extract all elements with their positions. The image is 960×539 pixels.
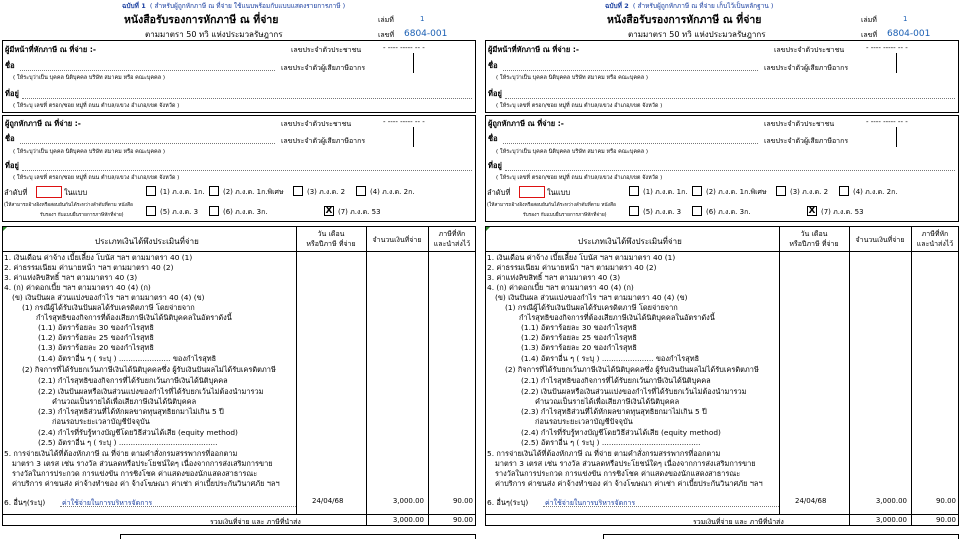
income-type-row: (2) กิจการที่ได้รับยกเว้นภาษีเงินได้นิติบุคคลซึ่ง ผู้รับเงินปันผลไม่ได้รับเครดิตภาษี xyxy=(22,365,276,374)
col-divider-tax xyxy=(428,226,429,526)
payer-name-hint: ( ให้ระบุว่าเป็น บุคคล นิติบุคคล บริษัท สมาคม หรือ คณะบุคคล ) xyxy=(13,75,165,81)
cell-comment-marker xyxy=(486,227,490,231)
col-header-tax-1: ภาษีที่หัก xyxy=(438,230,466,238)
form-option-3: (3) ภ.ง.ด. 2 xyxy=(307,188,346,196)
payer-id-value: - ---- ----- -- - xyxy=(383,44,425,52)
total-label: รวมเงินที่จ่าย และ ภาษีที่นำส่ง xyxy=(693,518,784,526)
col-header-tax-2: และนำส่งไว้ xyxy=(916,240,954,248)
income-type-row: (1.4) อัตราอื่น ๆ ( ระบุ ) ...................... ของกำไรสุทธิ xyxy=(38,354,217,363)
total-amount: 3,000.00 xyxy=(875,516,907,524)
income-type-row: (2.5) อัตราอื่น ๆ ( ระบุ ) .......................................... xyxy=(38,438,218,447)
income-type-row: 6. อื่นๆ(ระบุ) xyxy=(4,498,46,507)
form-checkbox-1[interactable] xyxy=(629,186,639,196)
payer-tax-id-label: เลขประจำตัวผู้เสียภาษีอากร xyxy=(764,64,849,72)
income-type-row: รางวัลในการประกวด การแข่งขัน การชิงโชค ค่าแสดงของนักแสดงสาธารณะ xyxy=(12,469,258,478)
col-header-date-1: วัน เดือน xyxy=(317,230,345,238)
sequence-field[interactable] xyxy=(36,186,62,198)
payee-name-hint: ( ให้ระบุว่าเป็น บุคคล นิติบุคคล บริษัท สมาคม หรือ คณะบุคคล ) xyxy=(13,149,165,155)
payee-name-label: ชื่อ xyxy=(5,134,15,143)
total-divider xyxy=(2,514,476,515)
income-type-row: กำไรสุทธิของกิจการที่ต้องเสียภาษีเงินได้นิติบุคคลในอัตราดังนี้ xyxy=(36,313,232,322)
income-type-row: ก่อนรอบระยะเวลาบัญชีปัจจุบัน xyxy=(535,417,633,426)
income-type-row: 4. (ก) ค่าดอกเบี้ย ฯลฯ ตามมาตรา 40 (4) (ก) xyxy=(487,283,634,292)
payee-address-hint: ( ให้ระบุ เลขที่ ตรอก/ซอย หมู่ที่ ถนน ตำบล/แขวง อำเภอ/เขต จังหวัด ) xyxy=(496,175,663,181)
payer-id-label: เลขประจำตัวประชาชน xyxy=(774,46,845,54)
col-header-type: ประเภทเงินได้พึงประเมินที่จ่าย xyxy=(578,237,682,246)
form-option-5: (5) ภ.ง.ด. 3 xyxy=(160,208,199,216)
income-type-row: (1.1) อัตราร้อยละ 30 ของกำไรสุทธิ xyxy=(521,323,637,332)
income-type-row: มาตรา 3 เตรส เช่น รางวัล ส่วนลดหรือประโยชน์ใดๆ เนื่องจากการส่งเสริมการขาย xyxy=(12,459,273,468)
other-income-amount: 3,000.00 xyxy=(392,497,424,505)
payee-address-line xyxy=(22,170,472,171)
form-checkbox-1[interactable] xyxy=(146,186,156,196)
income-type-row: (ข) เงินปันผล ส่วนแบ่งของกำไร ฯลฯ ตามมาตรา 40 (4) (ข) xyxy=(12,293,205,302)
copy-caption: ฉบับที่ 1 ( สำหรับผู้ถูกหักภาษี ณ ที่จ่าย ใช้แนบพร้อมกับแบบแสดงรายการภาษี ) xyxy=(122,2,346,10)
income-type-row: 1. เงินเดือน ค่าจ้าง เบี้ยเลี้ยง โบนัส ฯลฯ ตามมาตรา 40 (1) xyxy=(4,253,193,262)
income-type-row: 3. ค่าแห่งลิขสิทธิ์ ฯลฯ ตามมาตรา 40 (3) xyxy=(487,273,621,282)
payee-name-line xyxy=(503,143,758,144)
payee-id-label: เลขประจำตัวประชาชน xyxy=(764,120,835,128)
payer-name-label: ชื่อ xyxy=(488,61,498,70)
payee-id-value: - ---- ----- -- - xyxy=(866,118,908,126)
col-header-date-2: หรือปีภาษี ที่จ่าย xyxy=(306,240,356,248)
income-type-row: (2.1) กำไรสุทธิของกิจการที่ได้รับยกเว้นภาษีเงินได้นิติบุคคล xyxy=(521,376,711,385)
payee-address-label: ที่อยู่ xyxy=(488,161,502,170)
income-type-row: กำไรสุทธิของกิจการที่ต้องเสียภาษีเงินได้นิติบุคคลในอัตราดังนี้ xyxy=(519,313,715,322)
form-checkbox-4[interactable] xyxy=(839,186,849,196)
col-divider-date xyxy=(296,226,297,514)
form-option-5: (5) ภ.ง.ด. 3 xyxy=(643,208,682,216)
col-header-tax-1: ภาษีที่หัก xyxy=(921,230,949,238)
income-type-row: (2.1) กำไรสุทธิของกิจการที่ได้รับยกเว้นภาษีเงินได้นิติบุคคล xyxy=(38,376,228,385)
form-option-2: (2) ภ.ง.ด. 1ก.พิเศษ xyxy=(706,188,767,196)
signature-section xyxy=(603,534,959,539)
income-type-row: รางวัลในการประกวด การแข่งขัน การชิงโชค ค่าแสดงของนักแสดงสาธารณะ xyxy=(495,469,741,478)
income-type-row: (2.3) กำไรสุทธิส่วนที่ได้หักผลขาดทุนสุทธิยกมาไม่เกิน 5 ปี xyxy=(38,407,224,416)
document-number: 6804-001 xyxy=(887,29,931,39)
form-option-4: (4) ภ.ง.ด. 2ก. xyxy=(370,188,415,196)
sequence-field[interactable] xyxy=(519,186,545,198)
form-option-6: (6) ภ.ง.ด. 3ก. xyxy=(223,208,268,216)
income-type-row: 1. เงินเดือน ค่าจ้าง เบี้ยเลี้ยง โบนัส ฯลฯ ตามมาตรา 40 (1) xyxy=(487,253,676,262)
payee-name-line xyxy=(20,143,275,144)
payee-address-label: ที่อยู่ xyxy=(5,161,19,170)
other-income-tax: 90.00 xyxy=(452,497,473,505)
total-label: รวมเงินที่จ่าย และ ภาษีที่นำส่ง xyxy=(210,518,301,526)
other-income-date: 24/04/68 xyxy=(312,497,344,505)
income-type-row: (2.4) กำไรที่รับรู้ทางบัญชีโดยวิธีส่วนได้เสีย (equity method) xyxy=(38,428,238,437)
income-type-row: 2. ค่าธรรมเนียม ค่านายหน้า ฯลฯ ตามมาตรา 40 (2) xyxy=(487,263,657,272)
col-header-amount: จำนวนเงินที่จ่าย xyxy=(372,236,422,244)
total-divider xyxy=(485,514,959,515)
payer-heading: ผู้มีหน้าที่หักภาษี ณ ที่จ่าย :- xyxy=(5,45,96,54)
income-type-row: (1.2) อัตราร้อยละ 25 ของกำไรสุทธิ xyxy=(38,333,154,342)
document-number-label: เลขที่ xyxy=(378,31,395,39)
other-income-desc: ค่าใช้จ่ายในการบริหารจัดการ xyxy=(62,499,153,507)
document-number-label: เลขที่ xyxy=(861,31,878,39)
payee-id-label: เลขประจำตัวประชาชน xyxy=(281,120,352,128)
total-tax: 90.00 xyxy=(935,516,956,524)
payer-address-line xyxy=(22,98,472,99)
other-income-line xyxy=(60,506,296,507)
income-type-row: (ข) เงินปันผล ส่วนแบ่งของกำไร ฯลฯ ตามมาตรา 40 (4) (ข) xyxy=(495,293,688,302)
payee-id-value: - ---- ----- -- - xyxy=(383,118,425,126)
income-type-row: (2.2) เงินปันผลหรือเงินส่วนแบ่งของกำไรที่ได้รับยกเว้นไม่ต้องนำมารวม xyxy=(38,387,264,396)
form-checkbox-5[interactable] xyxy=(629,206,639,216)
income-type-row: 5. การจ่ายเงินได้ที่ต้องหักภาษี ณ ที่จ่าย ตามคำสั่งกรมสรรพากรที่ออกตาม xyxy=(487,449,721,458)
cell-comment-marker xyxy=(3,227,7,231)
form-checkbox-4[interactable] xyxy=(356,186,366,196)
form-checkbox-7[interactable]: X xyxy=(325,206,333,216)
income-type-row: ก่อนรอบระยะเวลาบัญชีปัจจุบัน xyxy=(52,417,150,426)
income-type-row: คำนวณเป็นรายได้เพื่อเสียภาษีเงินได้นิติบุคคล xyxy=(535,397,680,406)
form-note-1: (ให้สามารถอ้างอิงหรือสอบยันกันได้ระหว่างลำดับที่ตาม หนังสือ xyxy=(487,203,616,208)
col-divider-amount xyxy=(366,226,367,526)
other-income-line xyxy=(543,506,779,507)
payer-name-hint: ( ให้ระบุว่าเป็น บุคคล นิติบุคคล บริษัท สมาคม หรือ คณะบุคคล ) xyxy=(496,75,648,81)
income-type-row: (1.3) อัตราร้อยละ 20 ของกำไรสุทธิ xyxy=(521,343,637,352)
income-type-row: 6. อื่นๆ(ระบุ) xyxy=(487,498,529,507)
form-checkbox-2[interactable] xyxy=(692,186,702,196)
payee-tax-id-label: เลขประจำตัวผู้เสียภาษีอากร xyxy=(764,137,849,145)
form-checkbox-7[interactable]: X xyxy=(808,206,816,216)
book-number: 1 xyxy=(420,15,425,23)
certificate-copy-2 xyxy=(483,0,960,539)
form-option-7: (7) ภ.ง.ด. 53 xyxy=(338,208,381,216)
col-header-date-1: วัน เดือน xyxy=(800,230,828,238)
certificate-copy-1 xyxy=(0,0,478,539)
form-option-1: (1) ภ.ง.ด. 1ก. xyxy=(160,188,205,196)
income-type-row: 4. (ก) ค่าดอกเบี้ย ฯลฯ ตามมาตรา 40 (4) (ก) xyxy=(4,283,151,292)
other-income-date: 24/04/68 xyxy=(795,497,827,505)
copy-caption: ฉบับที่ 2 ( สำหรับผู้ถูกหักภาษี ณ ที่จ่าย เก็บไว้เป็นหลักฐาน ) xyxy=(605,2,774,10)
payee-address-hint: ( ให้ระบุ เลขที่ ตรอก/ซอย หมู่ที่ ถนน ตำบล/แขวง อำเภอ/เขต จังหวัด ) xyxy=(13,175,180,181)
income-type-row: ค่าบริการ ค่าขนส่ง ค่าจ้างทำของ ค่า จ้างโฆษณา ค่าเช่า ค่าเบี้ยประกันวินาศภัย ฯลฯ xyxy=(12,479,280,488)
document-title: หนังสือรับรองการหักภาษี ณ ที่จ่าย xyxy=(124,14,279,26)
in-form-label: ในแบบ xyxy=(64,188,88,197)
book-number: 1 xyxy=(903,15,908,23)
payee-tax-id-label: เลขประจำตัวผู้เสียภาษีอากร xyxy=(281,137,366,145)
form-option-3: (3) ภ.ง.ด. 2 xyxy=(790,188,829,196)
form-note-1: (ให้สามารถอ้างอิงหรือสอบยันกันได้ระหว่างลำดับที่ตาม หนังสือ xyxy=(4,203,133,208)
income-type-row: 5. การจ่ายเงินได้ที่ต้องหักภาษี ณ ที่จ่าย ตามคำสั่งกรมสรรพากรที่ออกตาม xyxy=(4,449,238,458)
document-title: หนังสือรับรองการหักภาษี ณ ที่จ่าย xyxy=(607,14,762,26)
payer-id-value: - ---- ----- -- - xyxy=(866,44,908,52)
total-amount: 3,000.00 xyxy=(392,516,424,524)
income-type-row: (2.5) อัตราอื่น ๆ ( ระบุ ) .......................................... xyxy=(521,438,701,447)
payer-address-line xyxy=(505,98,955,99)
form-checkbox-5[interactable] xyxy=(146,206,156,216)
income-type-row: มาตรา 3 เตรส เช่น รางวัล ส่วนลดหรือประโยชน์ใดๆ เนื่องจากการส่งเสริมการขาย xyxy=(495,459,756,468)
payer-name-label: ชื่อ xyxy=(5,61,15,70)
payer-divider xyxy=(413,53,414,73)
income-type-row: (2.3) กำไรสุทธิส่วนที่ได้หักผลขาดทุนสุทธิยกมาไม่เกิน 5 ปี xyxy=(521,407,707,416)
form-checkbox-6[interactable] xyxy=(209,206,219,216)
payer-name-line xyxy=(503,70,758,71)
payee-address-line xyxy=(505,170,955,171)
income-type-row: (1.2) อัตราร้อยละ 25 ของกำไรสุทธิ xyxy=(521,333,637,342)
sequence-label: ลำดับที่ xyxy=(487,188,511,197)
income-type-row: ค่าบริการ ค่าขนส่ง ค่าจ้างทำของ ค่า จ้างโฆษณา ค่าเช่า ค่าเบี้ยประกันวินาศภัย ฯลฯ xyxy=(495,479,763,488)
form-option-1: (1) ภ.ง.ด. 1ก. xyxy=(643,188,688,196)
other-income-amount: 3,000.00 xyxy=(875,497,907,505)
sequence-label: ลำดับที่ xyxy=(4,188,28,197)
income-type-row: (1) กรณีผู้ได้รับเงินปันผลได้รับเครดิตภาษี โดยจ่ายจาก xyxy=(22,303,195,312)
payer-address-hint: ( ให้ระบุ เลขที่ ตรอก/ซอย หมู่ที่ ถนน ตำบล/แขวง อำเภอ/เขต จังหวัด ) xyxy=(13,103,180,109)
col-header-amount: จำนวนเงินที่จ่าย xyxy=(855,236,905,244)
form-checkbox-3[interactable] xyxy=(776,186,786,196)
form-option-4: (4) ภ.ง.ด. 2ก. xyxy=(853,188,898,196)
other-income-desc: ค่าใช้จ่ายในการบริหารจัดการ xyxy=(545,499,636,507)
income-type-row: (2.4) กำไรที่รับรู้ทางบัญชีโดยวิธีส่วนได้เสีย (equity method) xyxy=(521,428,721,437)
document-number: 6804-001 xyxy=(404,29,448,39)
form-checkbox-2[interactable] xyxy=(209,186,219,196)
col-header-type: ประเภทเงินได้พึงประเมินที่จ่าย xyxy=(95,237,199,246)
payee-divider xyxy=(413,127,414,147)
form-checkbox-3[interactable] xyxy=(293,186,303,196)
document-subtitle: ตามมาตรา 50 ทวิ แห่งประมวลรัษฎากร xyxy=(628,30,766,39)
col-divider-tax xyxy=(911,226,912,526)
form-note-2: รับรองฯ กับแบบยื่นรายการภาษีหักที่จ่าย) xyxy=(40,213,124,218)
col-divider-date xyxy=(779,226,780,514)
payer-tax-id-label: เลขประจำตัวผู้เสียภาษีอากร xyxy=(281,64,366,72)
payee-divider xyxy=(896,127,897,147)
in-form-label: ในแบบ xyxy=(547,188,571,197)
income-type-row: (1) กรณีผู้ได้รับเงินปันผลได้รับเครดิตภาษี โดยจ่ายจาก xyxy=(505,303,678,312)
form-option-2: (2) ภ.ง.ด. 1ก.พิเศษ xyxy=(223,188,284,196)
payer-divider xyxy=(896,53,897,73)
form-note-2: รับรองฯ กับแบบยื่นรายการภาษีหักที่จ่าย) xyxy=(523,213,607,218)
book-number-label: เล่มที่ xyxy=(861,16,877,24)
income-type-row: (2) กิจการที่ได้รับยกเว้นภาษีเงินได้นิติบุคคลซึ่ง ผู้รับเงินปันผลไม่ได้รับเครดิตภาษี xyxy=(505,365,759,374)
payer-address-hint: ( ให้ระบุ เลขที่ ตรอก/ซอย หมู่ที่ ถนน ตำบล/แขวง อำเภอ/เขต จังหวัด ) xyxy=(496,103,663,109)
form-checkbox-6[interactable] xyxy=(692,206,702,216)
signature-section xyxy=(120,534,476,539)
income-type-row: (1.4) อัตราอื่น ๆ ( ระบุ ) ...................... ของกำไรสุทธิ xyxy=(521,354,700,363)
col-divider-amount xyxy=(849,226,850,526)
income-type-row: (2.2) เงินปันผลหรือเงินส่วนแบ่งของกำไรที่ได้รับยกเว้นไม่ต้องนำมารวม xyxy=(521,387,747,396)
col-header-date-2: หรือปีภาษี ที่จ่าย xyxy=(789,240,839,248)
payee-heading: ผู้ถูกหักภาษี ณ ที่จ่าย :- xyxy=(488,119,564,128)
payer-id-label: เลขประจำตัวประชาชน xyxy=(291,46,362,54)
form-option-6: (6) ภ.ง.ด. 3ก. xyxy=(706,208,751,216)
payer-address-label: ที่อยู่ xyxy=(5,89,19,98)
document-subtitle: ตามมาตรา 50 ทวิ แห่งประมวลรัษฎากร xyxy=(145,30,283,39)
total-tax: 90.00 xyxy=(452,516,473,524)
income-type-row: คำนวณเป็นรายได้เพื่อเสียภาษีเงินได้นิติบุคคล xyxy=(52,397,197,406)
income-type-row: 2. ค่าธรรมเนียม ค่านายหน้า ฯลฯ ตามมาตรา 40 (2) xyxy=(4,263,174,272)
payer-heading: ผู้มีหน้าที่หักภาษี ณ ที่จ่าย :- xyxy=(488,45,579,54)
payee-name-hint: ( ให้ระบุว่าเป็น บุคคล นิติบุคคล บริษัท สมาคม หรือ คณะบุคคล ) xyxy=(496,149,648,155)
payee-name-label: ชื่อ xyxy=(488,134,498,143)
income-type-row: (1.3) อัตราร้อยละ 20 ของกำไรสุทธิ xyxy=(38,343,154,352)
other-income-tax: 90.00 xyxy=(935,497,956,505)
col-header-tax-2: และนำส่งไว้ xyxy=(433,240,471,248)
book-number-label: เล่มที่ xyxy=(378,16,394,24)
form-option-7: (7) ภ.ง.ด. 53 xyxy=(821,208,864,216)
payer-name-line xyxy=(20,70,275,71)
income-type-row: 3. ค่าแห่งลิขสิทธิ์ ฯลฯ ตามมาตรา 40 (3) xyxy=(4,273,138,282)
income-type-row: (1.1) อัตราร้อยละ 30 ของกำไรสุทธิ xyxy=(38,323,154,332)
payee-heading: ผู้ถูกหักภาษี ณ ที่จ่าย :- xyxy=(5,119,81,128)
payer-address-label: ที่อยู่ xyxy=(488,89,502,98)
